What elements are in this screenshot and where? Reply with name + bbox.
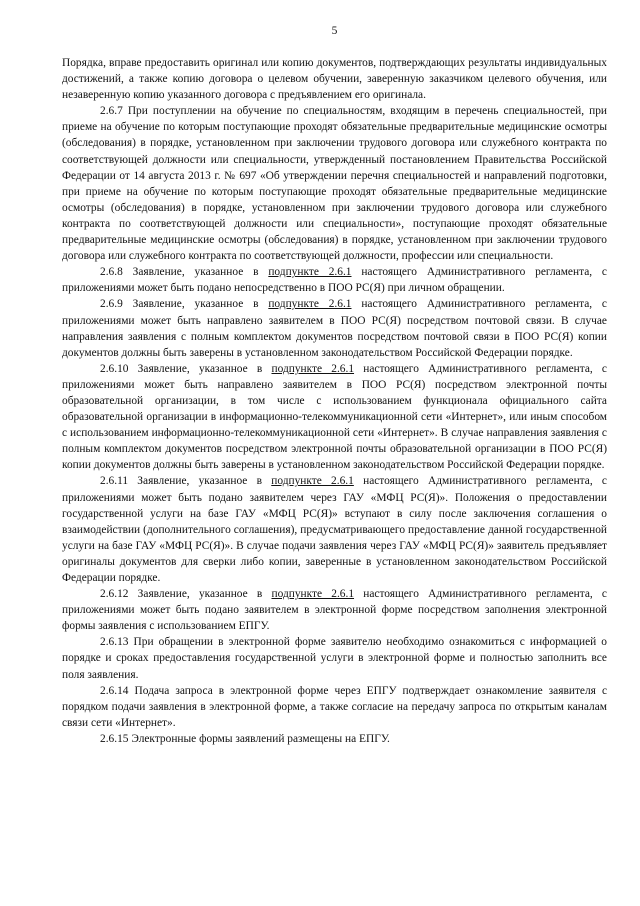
paragraph-text: настоящего Административного регламента, с приложениями может быть направлено заявителем в ПОО РС(Я) посредством электронной почты образовательной организации, в том числе с использованием функционала официального сайта образовательной организации в информационно-телекоммуникационной сети «Интернет», или иным способом с использованием информационно-телекоммуникационной сети «Интернет». В случае направления заявления с полным комплектом документов посредством электронной почты образовательной организации в ПОО РС(Я) копии документов должны быть заверены в установленном законодательством Российской Федерации порядке.	[62, 362, 607, 472]
paragraph-2-6-13	[62, 634, 607, 682]
paragraph-2-6-9	[62, 296, 607, 360]
paragraph-2-6-7	[62, 103, 607, 264]
paragraph-text: 2.6.12 Заявление, указанное в	[100, 588, 272, 601]
cross-reference-link[interactable]: подпункте 2.6.1	[271, 362, 355, 375]
paragraph-2-6-15	[62, 731, 607, 747]
paragraph-text: настоящего Административного регламента, с приложениями может быть направлено заявителем в ПОО РС(Я) посредством почтовой связи. В случае направления заявления с полным комплектом документов посредством почтовой связи в ПОО РС(Я) копии документов должны быть заверены в установленном законодательством Российской Федерации порядке.	[62, 298, 607, 359]
paragraph-cont	[62, 55, 607, 103]
paragraph-text: 2.6.15 Электронные формы заявлений размещены на ЕПГУ.	[100, 732, 390, 745]
paragraph-2-6-10	[62, 361, 607, 474]
paragraph-2-6-8	[62, 264, 607, 296]
paragraph-text: 2.6.9 Заявление, указанное в	[100, 298, 269, 311]
cross-reference-link[interactable]: подпункте 2.6.1	[268, 298, 352, 311]
document-body	[62, 55, 607, 747]
paragraph-text: настоящего Административного регламента, с приложениями может быть подано заявителем в электронной форме посредством заполнения электронной формы заявления с использованием ЕПГУ.	[62, 588, 607, 633]
paragraph-text: настоящего Административного регламента, с приложениями может быть подано непосредственно в ПОО РС(Я) при личном обращении.	[62, 266, 607, 295]
paragraph-text: 2.6.13 При обращении в электронной форме заявителю необходимо ознакомиться с информацией о порядке и сроках предоставления государственной услуги в электронной форме и полностью заполнить все поля заявления.	[62, 636, 607, 681]
paragraph-text: настоящего Административного регламента, с приложениями может быть подано заявителем через ГАУ «МФЦ РС(Я)». Положения о предоставлении государственной услуги на базе ГАУ «МФЦ РС(Я)» вступают в силу после заключения соглашения о взаимодействии (дополнительного соглашения), предусматривающего предоставление данной государственной услуги на базе ГАУ «МФЦ РС(Я)». В случае подачи заявления через ГАУ «МФЦ РС(Я)» заявитель предъявляет оригиналы документов для сверки либо копии, заверенные в установленном законодательством Российской Федерации порядке.	[62, 475, 607, 584]
paragraph-text: 2.6.10 Заявление, указанное в	[100, 362, 272, 375]
cross-reference-link[interactable]: подпункте 2.6.1	[268, 266, 352, 279]
paragraph-text: Порядка, вправе предоставить оригинал или копию документов, подтверждающих результаты индивидуальных достижений, а также копию договора о целевом обучении, заверенную заказчиком целевого обучения, или незаверенную копию указанного договора с предъявлением его оригинала.	[62, 57, 607, 102]
paragraph-text: 2.6.14 Подача запроса в электронной форме через ЕПГУ подтверждает ознакомление заявителя с порядком подачи заявления в электронной форме, а также согласие на передачу запроса по открытым каналам связи сети «Интернет».	[62, 684, 607, 729]
page-number: 5	[331, 25, 338, 37]
paragraph-text: 2.6.7 При поступлении на обучение по специальностям, входящим в перечень специальностей, при приеме на обучение по которым поступающие проходят обязательные предварительные медицинские осмотры (обследования) в порядке, установленном при заключении трудового договора или служебного контракта по соответствующей должности или специальности, утвержденный постановлением Правительства Российской Федерации от 14 августа 2013 г. № 697 «Об утверждении перечня специальностей и направлений подготовки, при приеме на обучение по которым поступающие проходят обязательные предварительные медицинские осмотры (обследования) в порядке, установленном при заключении трудового договора или служебного контракта по соответствующей должности или специальности», поступающие проходят обязательные предварительные медицинские осмотры (обследования) в порядке, установленном при заключении трудового договора или служебного контракта по соответствующей должности, профессии или специальности.	[62, 105, 607, 263]
cross-reference-link[interactable]: подпункте 2.6.1	[271, 475, 354, 488]
paragraph-text: 2.6.11 Заявление, указанное в	[100, 475, 272, 488]
document-page	[62, 24, 607, 747]
cross-reference-link[interactable]: подпункте 2.6.1	[271, 588, 355, 601]
paragraph-2-6-14	[62, 683, 607, 731]
paragraph-2-6-12	[62, 586, 607, 634]
paragraph-2-6-11	[62, 473, 607, 586]
paragraph-text: 2.6.8 Заявление, указанное в	[100, 266, 269, 279]
